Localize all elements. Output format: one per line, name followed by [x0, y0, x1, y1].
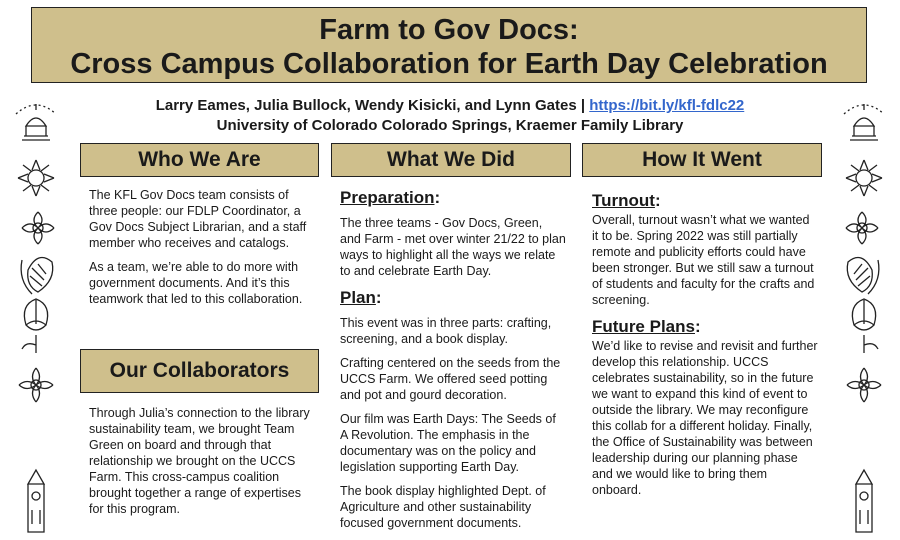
- preparation-heading: Preparation: [340, 188, 435, 207]
- who-we-are-text: [89, 187, 314, 315]
- tulip-icon: [22, 299, 48, 353]
- affiliation: University of Colorado Colorado Springs, Kraemer Family Library: [216, 117, 684, 134]
- collaborators-text: [89, 405, 314, 525]
- who-we-are-header: Who We Are: [80, 143, 319, 177]
- corn-icon: [847, 258, 879, 295]
- flower-icon: [847, 368, 881, 402]
- preparation-text: The three teams - Gov Docs, Green, and Farm - met over winter 21/22 to plan ways to highlight all the ways we relate to and celebrate Earth Day.: [340, 216, 566, 278]
- author-block: [0, 96, 900, 136]
- how-it-went-text: Turnout: Overall, turnout wasn’t what we wanted it to be. Spring 2022 was still partially remote and publicity efforts could have been stronger. But we still saw a turnout of students and faculty for the crafts and screening. Future Plans: We’d like to revise and revisit and further develop this relationship. UCCS celebrates sustainability, so in the future we want to expand this kind of event to outside the library. We may reconfigure this collab for a different holiday. Finally, the Office of Sustainability was between leadership during our planning phase and we would like to bring them onboard.: [592, 191, 818, 497]
- who-we-are-paragraph-1: The KFL Gov Docs team consists of three people: our FDLP Coordinator, a Gov Docs Subject Librarian, and a staff member who receives and catalogs.: [89, 188, 307, 250]
- turnout-text: Overall, turnout wasn’t what we wanted it to be. Spring 2022 was still partially remote and publicity efforts could have been stronger. But we still saw a turnout of students and faculty for the crafts and screening.: [592, 213, 815, 307]
- capitol-icon: [16, 104, 56, 140]
- how-it-went-header: How It Went: [582, 143, 822, 177]
- clock-tower-icon: [856, 470, 872, 532]
- flower-icon: [846, 212, 878, 244]
- who-we-are-paragraph-2: As a team, we’re able to do more with government documents. And it’s this teamwork that led to this collaboration.: [89, 260, 303, 306]
- plan-paragraph-3: Our film was Earth Days: The Seeds of A Revolution. The emphasis in the documentary was on the policy and legislation supporting Earth Day.: [340, 412, 556, 474]
- sunflower-icon: [18, 160, 54, 196]
- capitol-icon: [844, 104, 884, 140]
- flower-icon: [19, 368, 53, 402]
- flower-icon: [22, 212, 54, 244]
- clock-tower-icon: [28, 470, 44, 532]
- corn-icon: [21, 258, 53, 295]
- title-line-2: Cross Campus Collaboration for Earth Day Celebration: [70, 48, 828, 80]
- tulip-icon: [852, 299, 878, 353]
- collaborators-header: Our Collaborators: [80, 349, 319, 393]
- author-names: Larry Eames, Julia Bullock, Wendy Kisicki, and Lynn Gates: [155, 97, 577, 114]
- turnout-heading: Turnout: [592, 191, 655, 210]
- title-banner: [31, 7, 867, 83]
- left-decoration-border: [8, 100, 64, 535]
- plan-paragraph-1: This event was in three parts: crafting, screening, and a book display.: [340, 316, 552, 346]
- title-line-1: Farm to Gov Docs:: [319, 14, 579, 46]
- plan-paragraph-4: The book display highlighted Dept. of Agriculture and other sustainability focused government documents.: [340, 484, 546, 530]
- plan-paragraph-2: Crafting centered on the seeds from the UCCS Farm. We offered seed potting and pot and gourd decoration.: [340, 356, 561, 402]
- future-plans-text: We’d like to revise and revisit and further develop this relationship. UCCS celebrates sustainability, so in the future we want to expand this kind of event to outside the library. We may reconfigure this collab for a different holiday. Finally, the Office of Sustainability was between leadership during our planning phase and we would like to bring them onboard.: [592, 339, 818, 497]
- right-decoration-border: [836, 100, 892, 535]
- sunflower-icon: [846, 160, 882, 196]
- author-separator: |: [576, 97, 590, 114]
- plan-heading: Plan: [340, 288, 376, 307]
- project-link[interactable]: https://bit.ly/kfl-fdlc22: [589, 97, 745, 114]
- future-plans-heading: Future Plans: [592, 317, 695, 336]
- collaborators-paragraph-1: Through Julia’s connection to the library sustainability team, we brought Team Green on board and through that relationship we brought on the UCCS Farm. This cross-campus coalition brought together a range of expertises for this program.: [89, 406, 310, 516]
- what-we-did-text: Preparation: The three teams - Gov Docs, Green, and Farm - met over winter 21/22 to plan ways to highlight all the ways we relate to and celebrate Earth Day. Plan: This event was in three parts: crafting, screening, and a book display. Crafting centered on the seeds from the UCCS Farm. We offered seed potting and pot and gourd decoration. Our film was Earth Days: The Seeds of A Revolution. The emphasis in the documentary was on the policy and legislation supporting Earth Day. The book display highlighted Dept. of Agriculture and other sustainability focused government documents.: [340, 188, 566, 530]
- what-we-did-header: What We Did: [331, 143, 571, 177]
